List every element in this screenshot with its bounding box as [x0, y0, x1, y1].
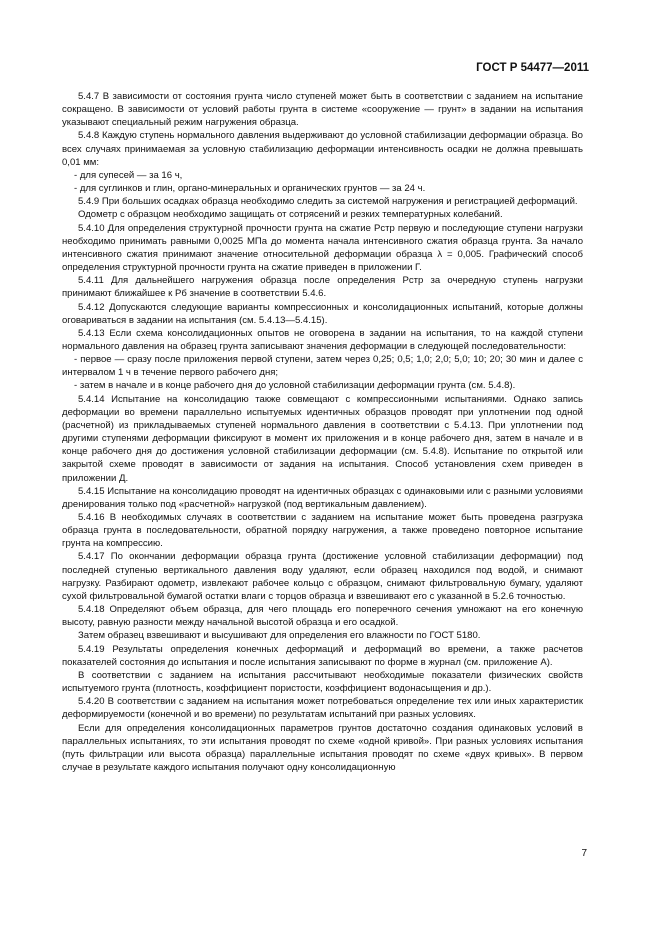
paragraph-weighing: Затем образец взвешивают и высушивают для определения его влажности по ГОСТ 5180.	[78, 630, 481, 642]
paragraph-5-4-19: 5.4.19 Результаты определения конечных деформаций и деформаций во времени, а также расчетов показателей состояния до испытания и после испытания записывают по форме в журнал (см. приложение А).	[62, 643, 583, 668]
paragraph-5-4-14: 5.4.14 Испытание на консолидацию также совмещают с компрессионными испытаниями. Однако запись деформации во времени параллельно испытуемых идентичных образцов проводят при уплотнении под одной (расчетной) из прикладываемых ступеней нормального давления в соответствии с 5.4.13. При уплотнении под другими ступенями деформации фиксируют в момент их приложения и в конце рабочего дня, затем в начале и в конце рабочего дня до достижения условной стабилизации деформации (см. 5.4.8). Испытание по открытой или закрытой схеме проводят в зависимости от задания на испытания. Способ установления схем приведен в приложении Д.	[62, 393, 583, 484]
paragraph-5-4-20: 5.4.20 В соответствии с заданием на испытания может потребоваться определение тех или иных характеристик деформируемости (конечной и во времени) по результатам испытаний при разных условиях.	[62, 696, 583, 721]
paragraph-5-4-16: 5.4.16 В необходимых случаях в соответствии с заданием на испытание может быть проведена разгрузка образца грунта в последовательности, обратной порядку нагружения, а также проведено повторное испытание грунта на компрессию.	[62, 512, 583, 550]
document-body	[62, 90, 583, 774]
paragraph-5-4-13: 5.4.13 Если схема консолидационных опытов не оговорена в задании на испытания, то на каждой ступени нормального давления на образец грунта записывают значения деформации в следующей последовательности:	[62, 327, 583, 352]
paragraph-5-4-17: 5.4.17 По окончании деформации образца грунта (достижение условной стабилизации деформации) под последней ступенью вертикального давления воду удаляют, если образец находился под водой, и снимают нагрузку. Разбирают одометр, извлекают рабочее кольцо с образцом, снимают фильтровальную бумагу, удаляют сухой фильтровальной бумагой остатки влаги с торцов образца и взвешивают его с указанной в 5.2.6 точностью.	[62, 551, 583, 602]
list-item-suglinki: - для суглинков и глин, органо-минеральных и органических грунтов — за 24 ч.	[74, 183, 426, 195]
paragraph-5-4-8: 5.4.8 Каждую ступень нормального давления выдерживают до условной стабилизации деформации образца. Во всех случаях принимаемая за условную стабилизацию деформации интенсивность осадки не должна превышать 0,01 мм:	[62, 130, 583, 168]
paragraph-curves: Если для определения консолидационных параметров грунтов достаточно создания одинаковых условий в параллельных испытаниях, то эти испытания проводят по схеме «одной кривой». При разных условиях испытания (путь фильтрации или высота образца) параллельные испытания проводят по схеме «двух кривых». В первом случае в результате каждого испытания получают одну консолидационную	[62, 722, 583, 773]
paragraph-5-4-11: 5.4.11 Для дальнейшего нагружения образца после определения Pстр за очередную ступень нагрузки принимают ближайшее к Pб значение в соответствии 5.4.6.	[62, 275, 583, 300]
page-number: 7	[581, 848, 587, 859]
paragraph-5-4-18: 5.4.18 Определяют объем образца, для чего площадь его поперечного сечения умножают на его конечную высоту, равную разности между начальной высотой образца и его осадкой.	[62, 604, 583, 629]
paragraph-5-4-15: 5.4.15 Испытание на консолидацию проводят на идентичных образцах с одинаковыми или с разными условиями дренирования только под «расчетной» нагрузкой (под вертикальным давлением).	[62, 485, 583, 510]
paragraph-5-4-12: 5.4.12 Допускаются следующие варианты компрессионных и консолидационных испытаний, которые должны оговариваться в задании на испытания (см. 5.4.13—5.4.15).	[62, 301, 583, 326]
document-header: ГОСТ Р 54477—2011	[476, 62, 589, 74]
paragraph-5-4-7: 5.4.7 В зависимости от состояния грунта число ступеней может быть в соответствии с заданием на испытание сокращено. В зависимости от условий работы грунта в системе «сооружение — грунт» в задании на испытания указывают специальный режим нагружения образца.	[62, 91, 583, 129]
paragraph-5-4-10: 5.4.10 Для определения структурной прочности грунта на сжатие Pстр первую и последующие ступени нагрузки необходимо принимать равными 0,0025 МПа до момента начала интенсивного сжатия образца грунта. За начало интенсивного сжатия принимают значение относительной деформации образца λ = 0,005. Графический способ определения структурной прочности грунта на сжатие приведен в приложении Г.	[62, 222, 583, 274]
paragraph-odometer: Одометр с образцом необходимо защищать от сотрясений и резких температурных колебаний.	[78, 209, 503, 221]
list-item-first: - первое — сразу после приложения первой ступени, затем через 0,25; 0,5; 1,0; 2,0; 5,0; 10; 20; 30 мин и далее с интервалом 1 ч в течение первого рабочего дня;	[62, 354, 583, 379]
list-item-supes: - для супесей — за 16 ч,	[74, 169, 183, 181]
paragraph-5-4-9: 5.4.9 При больших осадках образца необходимо следить за системой нагружения и регистрацией деформаций.	[78, 196, 578, 208]
list-item-then: - затем в начале и в конце рабочего дня до условной стабилизации деформации грунта (см. 5.4.8).	[74, 380, 516, 392]
paragraph-properties: В соответствии с заданием на испытания рассчитывают необходимые показатели физических свойств испытуемого грунта (плотность, коэффициент пористости, коэффициент водонасыщения и др.).	[62, 669, 583, 695]
